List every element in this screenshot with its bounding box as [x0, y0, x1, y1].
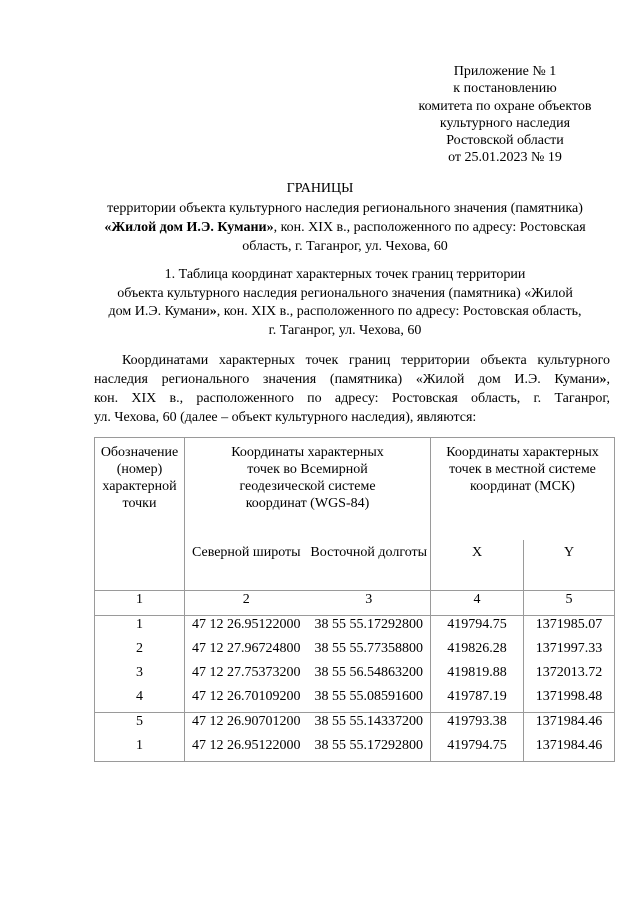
- msk-y: 1371997.33: [524, 640, 615, 664]
- document-title: ГРАНИЦЫ: [286, 181, 354, 196]
- appendix-line-6: от 25.01.2023 № 19: [448, 150, 562, 166]
- appendix-line-2: к постановлению: [453, 81, 557, 97]
- msk-x: 419819.88: [431, 664, 524, 688]
- point-number: 2: [95, 640, 185, 664]
- east-longitude: 38 55 55.08591600: [308, 688, 431, 713]
- paragraph-line-2: [94, 370, 610, 389]
- header-point: Обозначение (номер) характерной точки: [95, 438, 185, 591]
- column-number-row: [95, 591, 615, 616]
- east-longitude: 38 55 56.54863200: [308, 664, 431, 688]
- north-latitude: 47 12 26.95122000: [185, 737, 308, 762]
- paragraph-line-3: кон. XIX в., расположенного по адресу: Ростовская область, г. Таганрог,: [94, 391, 610, 406]
- section-line-3-rest: , кон. XIX в., расположенного по адресу: Ростовская область,: [216, 304, 582, 319]
- appendix-line-5: Ростовской области: [446, 133, 564, 149]
- table-row: [95, 664, 615, 688]
- msk-x: 419794.75: [431, 737, 524, 762]
- msk-x: 419794.75: [431, 616, 524, 641]
- col-number-4: 4: [431, 591, 524, 616]
- appendix-line-3: комитета по охране объектов: [418, 98, 592, 114]
- section-line-3-bold: »: [209, 304, 217, 319]
- point-number: 3: [95, 664, 185, 688]
- subtitle-line-2: [80, 218, 610, 237]
- subheader-north: Северной широты: [185, 540, 308, 591]
- north-latitude: 47 12 26.70109200: [185, 688, 308, 713]
- msk-x: 419793.38: [431, 713, 524, 738]
- subheader-east: Восточной долготы: [308, 540, 431, 591]
- section-line-4: г. Таганрог, ул. Чехова, 60: [268, 322, 422, 338]
- col-number-2: 2: [185, 591, 308, 616]
- east-longitude: 38 55 55.14337200: [308, 713, 431, 738]
- east-longitude: 38 55 55.17292800: [308, 737, 431, 762]
- msk-y: 1371985.07: [524, 616, 615, 641]
- subheader-x: X: [431, 540, 524, 591]
- table-header-row: [95, 438, 615, 541]
- appendix-block: [400, 63, 610, 167]
- section-line-1: 1. Таблица координат характерных точек границ территории: [164, 267, 526, 282]
- north-latitude: 47 12 27.75373200: [185, 664, 308, 688]
- paragraph-line-2-start: наследия регионального значения (памятника) «Жилой дом И.Э. Кумани: [94, 372, 600, 387]
- section-line-2: объекта культурного наследия регионального значения (памятника) «Жилой: [117, 285, 573, 301]
- north-latitude: 47 12 26.95122000: [185, 616, 308, 641]
- header-wgs: Координаты характерных точек во Всемирной геодезической системе координат (WGS-84): [185, 438, 431, 541]
- msk-y: 1372013.72: [524, 664, 615, 688]
- table-row: [95, 640, 615, 664]
- table-row: [95, 737, 615, 762]
- section-line-3-start: дом И.Э. Кумани: [108, 304, 210, 319]
- point-number: 5: [95, 713, 185, 738]
- col-number-3: 3: [308, 591, 431, 616]
- east-longitude: 38 55 55.17292800: [308, 616, 431, 641]
- north-latitude: 47 12 26.90701200: [185, 713, 308, 738]
- document-subtitle: [80, 199, 610, 256]
- subtitle-line-2-rest: , кон. XIX в., расположенного по адресу: Ростовская: [273, 220, 586, 235]
- msk-x: 419826.28: [431, 640, 524, 664]
- col-number-1: 1: [95, 591, 185, 616]
- coordinates-table: [94, 437, 615, 762]
- north-latitude: 47 12 27.96724800: [185, 640, 308, 664]
- point-number: 4: [95, 688, 185, 713]
- msk-y: 1371984.46: [524, 737, 615, 762]
- point-number: 1: [95, 616, 185, 641]
- paragraph-line-2-rest: ,: [606, 372, 610, 387]
- table-row: [95, 688, 615, 713]
- section-heading: [80, 266, 610, 340]
- appendix-line-1: Приложение № 1: [453, 64, 557, 79]
- table-row: [95, 616, 615, 641]
- subtitle-line-1: территории объекта культурного наследия регионального значения (памятника): [107, 201, 583, 216]
- paragraph-line-2-bold: »: [599, 372, 607, 387]
- msk-x: 419787.19: [431, 688, 524, 713]
- col-number-5: 5: [524, 591, 615, 616]
- section-line-3: [80, 303, 610, 322]
- table-row: [95, 713, 615, 738]
- subtitle-line-3: область, г. Таганрог, ул. Чехова, 60: [242, 239, 448, 254]
- subheader-y: Y: [524, 540, 615, 591]
- paragraph-line-1: Координатами характерных точек границ территории объекта культурного: [122, 353, 610, 368]
- appendix-line-4: культурного наследия: [439, 115, 571, 131]
- east-longitude: 38 55 55.77358800: [308, 640, 431, 664]
- body-paragraph: [94, 351, 610, 427]
- subtitle-bold-name: «Жилой дом И.Э. Кумани»: [104, 220, 274, 235]
- paragraph-line-4: ул. Чехова, 60 (далее – объект культурного наследия), являются:: [94, 410, 477, 425]
- header-msk: Координаты характерных точек в местной системе координат (МСК): [431, 438, 615, 541]
- msk-y: 1371984.46: [524, 713, 615, 738]
- msk-y: 1371998.48: [524, 688, 615, 713]
- point-number: 1: [95, 737, 185, 762]
